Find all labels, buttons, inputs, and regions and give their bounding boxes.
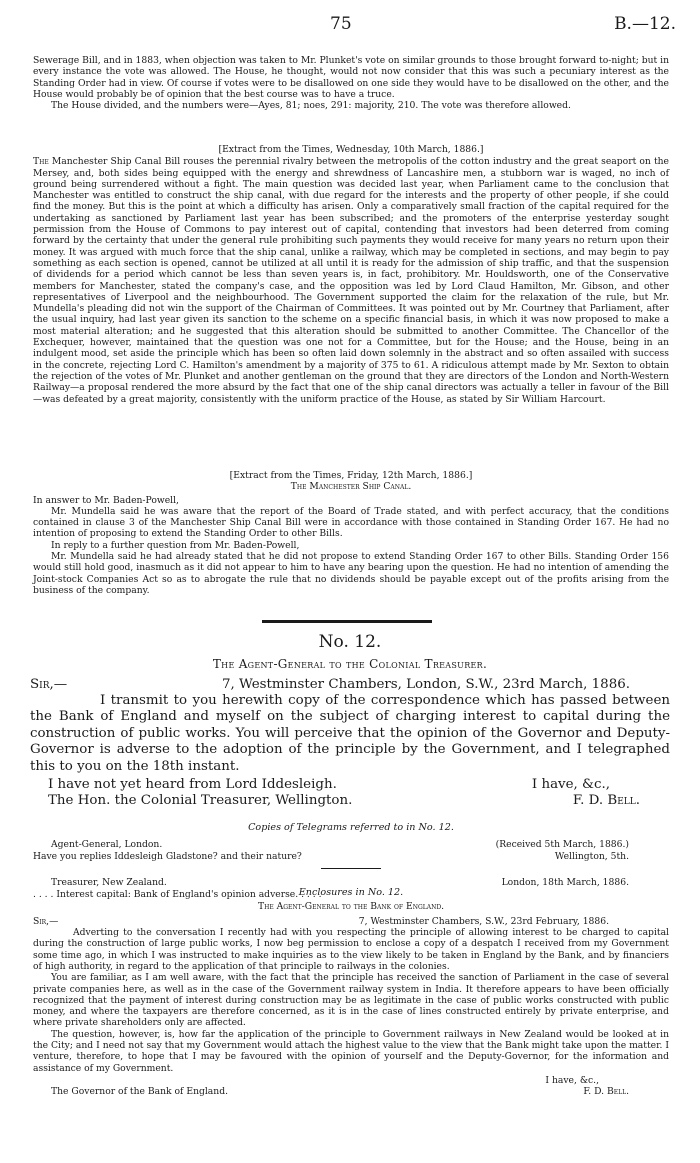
enclosures-heading: Enclosures in No. 12. — [298, 887, 404, 898]
enclosure-addressee: The Governor of the Bank of England. — [51, 1086, 228, 1098]
telegram-1-text: Have you replies Iddesleigh Gladstone? and their nature? — [33, 850, 302, 862]
letter-number: No. 12. — [318, 632, 382, 652]
letter-signature-row — [30, 793, 670, 809]
telegram-2-to: Treasurer, New Zealand. — [51, 877, 167, 888]
extract-lead-word: The — [33, 156, 49, 168]
page-header — [0, 14, 700, 38]
enclosure-salutation-row — [33, 916, 669, 928]
letter-body: I transmit to you herewith copy of the correspondence which has passed between the Bank of England and myself on the subject of charging interest to capital during the construction of public works. You will perceive that the opinion of the Governor and Deputy-Governor is adverse to the adoption of the principle by the Government, and I telegraphed this to you on the 18th instant. — [30, 693, 670, 774]
enclosure-paragraph: Adverting to the conversation I recently had with you respecting the principle of allowing interest to be charged to capital during the construction of large public works, I now beg permission to enclose a copy of a despatch I received from my Government some time ago, in which I was instructed to make inquiries as to the view likely to be taken in England by the Bank, and by financiers of high authority, in regard to the application of that principle to railways in the colonies. — [33, 927, 669, 972]
telegram-1-received: (Received 5th March, 1886.) — [495, 839, 629, 850]
enclosure-paragraph: You are familiar, as I am well aware, with the fact that the principle has received the sanction of Parliament in the case of several private companies here, as well as in the case of the Government railway system in India. It therefore appears to have been officially recognized that the payment of interest during construction may be as legitimate in the case of public works constructed with public money, and where the taxpayers are therefore concerned, as it is in the case of lines constructed entirely by private enterprise, and where private shareholders only are affected. — [33, 972, 669, 1029]
extract-subheading: The Manchester Ship Canal. — [290, 481, 412, 493]
enclosure-title: The Agent-General to the Bank of England. — [257, 901, 445, 913]
telegram-1-header — [33, 839, 669, 851]
letter-no12 — [30, 677, 670, 809]
letter-salutation: Sir,— — [30, 677, 68, 692]
letter-closing-note: I have not yet heard from Lord Iddesleigh. — [48, 777, 337, 793]
document-code: B.—12. — [614, 14, 676, 34]
times-extract-10-march — [33, 144, 669, 405]
enclosure-paragraph: The question, however, is, how far the application of the principle to Government railways in New Zealand would be looked at in the City; and I need not say that my Government would attach the highest value to the view that the Bank might take upon the matter. I venture, therefore, to hope that I may be favoured with the opinion of yourself and the Deputy-Governor, for the information and assistance of my Government. — [33, 1028, 669, 1074]
telegram-1-body — [33, 851, 669, 863]
enclosure-closing-row — [33, 1075, 669, 1087]
enclosure-signature: F. D. Bell. — [583, 1086, 629, 1098]
division-result: The House divided, and the numbers were—Ayes, 81; noes, 291: majority, 210. The vote was therefore allowed. — [51, 100, 571, 112]
extract-heading: [Extract from the Times, Friday, 12th March, 1886.] — [229, 470, 473, 481]
telegram-1-place: Wellington, 5th. — [554, 850, 629, 862]
letter-closing: I have, &c., — [531, 777, 610, 793]
letter-signature: F. D. Bell. — [572, 793, 640, 809]
section-divider — [262, 620, 432, 623]
extract-heading: [Extract from the Times, Wednesday, 10th March, 1886.] — [218, 144, 484, 155]
telegrams-heading: Copies of Telegrams referred to in No. 12. — [248, 822, 454, 833]
extract-paragraph: Mr. Mundella said he was aware that the report of the Board of Trade stated, and with perfect accuracy, that the conditions contained in clause 3 of the Manchester Ship Canal Bill were in accordance with those contained in Standing Order 167. He had no intention of proposing to extend the Standing Order to other Bills. — [33, 505, 669, 540]
telegram-1-from: Agent-General, London. — [51, 839, 163, 850]
letter-closing-row — [30, 777, 670, 793]
enclosure-address: 7, Westminster Chambers, S.W., 23rd February, 1886. — [358, 915, 609, 927]
telegram-divider — [321, 868, 381, 869]
letter-salutation-row — [30, 677, 670, 693]
extract-paragraph: In answer to Mr. Baden-Powell, — [33, 494, 179, 506]
enclosure-signature-row — [33, 1086, 669, 1098]
enclosure-salutation: Sir,— — [33, 915, 59, 927]
page-number: 75 — [330, 14, 352, 34]
debate-continuation — [33, 55, 669, 111]
telegram-2-place: London, 18th March, 1886. — [501, 877, 629, 888]
extract-body — [33, 156, 669, 405]
letter-address: 7, Westminster Chambers, London, S.W., 23rd March, 1886. — [222, 677, 630, 692]
enclosure-closing: I have, &c., — [545, 1074, 599, 1086]
letter-title: The Agent-General to the Colonial Treasurer. — [212, 657, 488, 671]
telegram-2-text: . . . . Interest capital: Bank of England's opinion adverse. . . . . — [33, 888, 322, 900]
enclosures-section — [33, 887, 669, 1098]
extract-body-text: Manchester Ship Canal Bill rouses the perennial rivalry between the metropolis of the cotton industry and the great seaport on the Mersey, and, both sides being equipped with the energy and shrewdness of Lancashire men, a stubborn war is waged, no inch of ground being surrendered without a fight. The main question was decided last year, when Parliament came to the conclusion that Manchester was entitled to construct the ship canal, with due regard for the interests and the property of other people, if she could find the money. But this is the point at which a difficulty has arisen. Only a comparatively small fraction of the capital required for the undertaking as sanctioned by Parliament last year has been subscribed; and the promoters of the enterprise yesterday sought permission from the House of Commons to pay interest out of capital, contending that investors had been deterred from coming forward by the certainty that under the general rule prohibiting such payments they would receive for many years no return upon their money. It was argued with much force that the ship canal, unlike a railway, which may be completed in sections, and may begin to pay something as each section is opened, cannot be utilized at all until it is ready for the admission of ship traffic, and that the suspension of dividends for a period which cannot be less than seven years is, in fact, prohibitory. Mr. Houldsworth, one of the Conservative members for Manchester, stated the company's case, and the opposition was led by Lord Claud Hamilton, Mr. Gibson, and other representatives of Liverpool and the neighbourhood. The Government supported the claim for the relaxation of the rule, but Mr. Mundella's pleading did not win the support of the Chairman of Committees. It was pointed out by Mr. Courtney that Parliament, after the usual inquiry, had last year given its sanction to the scheme on a specific financial basis, in which it was now proposed to make a most material alteration; and he suggested that this alteration should be submitted to another Committee. The Chancellor of the Exchequer, however, maintained that the question was one not for a Committee, but for the House; and the House, being in an indulgent mood, set aside the principle which has been so often laid down solemnly in the abstract and so often assailed with success in the concrete, rejecting Lord C. Hamilton's amendment by a majority of 375 to 61. A ridiculous attempt made by Mr. Sexton to obtain the rejection of the votes of Mr. Plunket and another gentleman on the ground that they are directors of the London and North-Western Railway—a proposal rendered the more absurd by the fact that one of the ship canal directors was actually a teller in favour of the Bill—was defeated by a great majority, consistently with the uniform practice of the House, as stated by Sir William Harcourt. — [33, 156, 669, 405]
extract-paragraph: In reply to a further question from Mr. Baden-Powell, — [51, 539, 300, 551]
extract-paragraph: Mr. Mundella said he had already stated that he did not propose to extend Standing Order 167 to other Bills. Standing Order 156 would still hold good, inasmuch as it did not appear to him to have any bearing upon the question. He had no intention of amending the Joint-stock Companies Act so as to abrogate the rule that no dividends should be payable except out of the profits arising from the business of the company. — [33, 551, 669, 596]
debate-paragraph: Sewerage Bill, and in 1883, when objection was taken to Mr. Plunket's vote on similar grounds to those brought forward to-night; but in every instance the vote was allowed. The House, he thought, would not now consider that this was such a pecuniary interest as the Standing Order had in view. Of course if votes were to be disallowed on one side they would have to be disallowed on the other, and the House would probably be of opinion that the best course was to have a truce. — [33, 55, 669, 100]
times-extract-12-march — [33, 470, 669, 596]
letter-addressee: The Hon. the Colonial Treasurer, Wellington. — [48, 793, 353, 809]
